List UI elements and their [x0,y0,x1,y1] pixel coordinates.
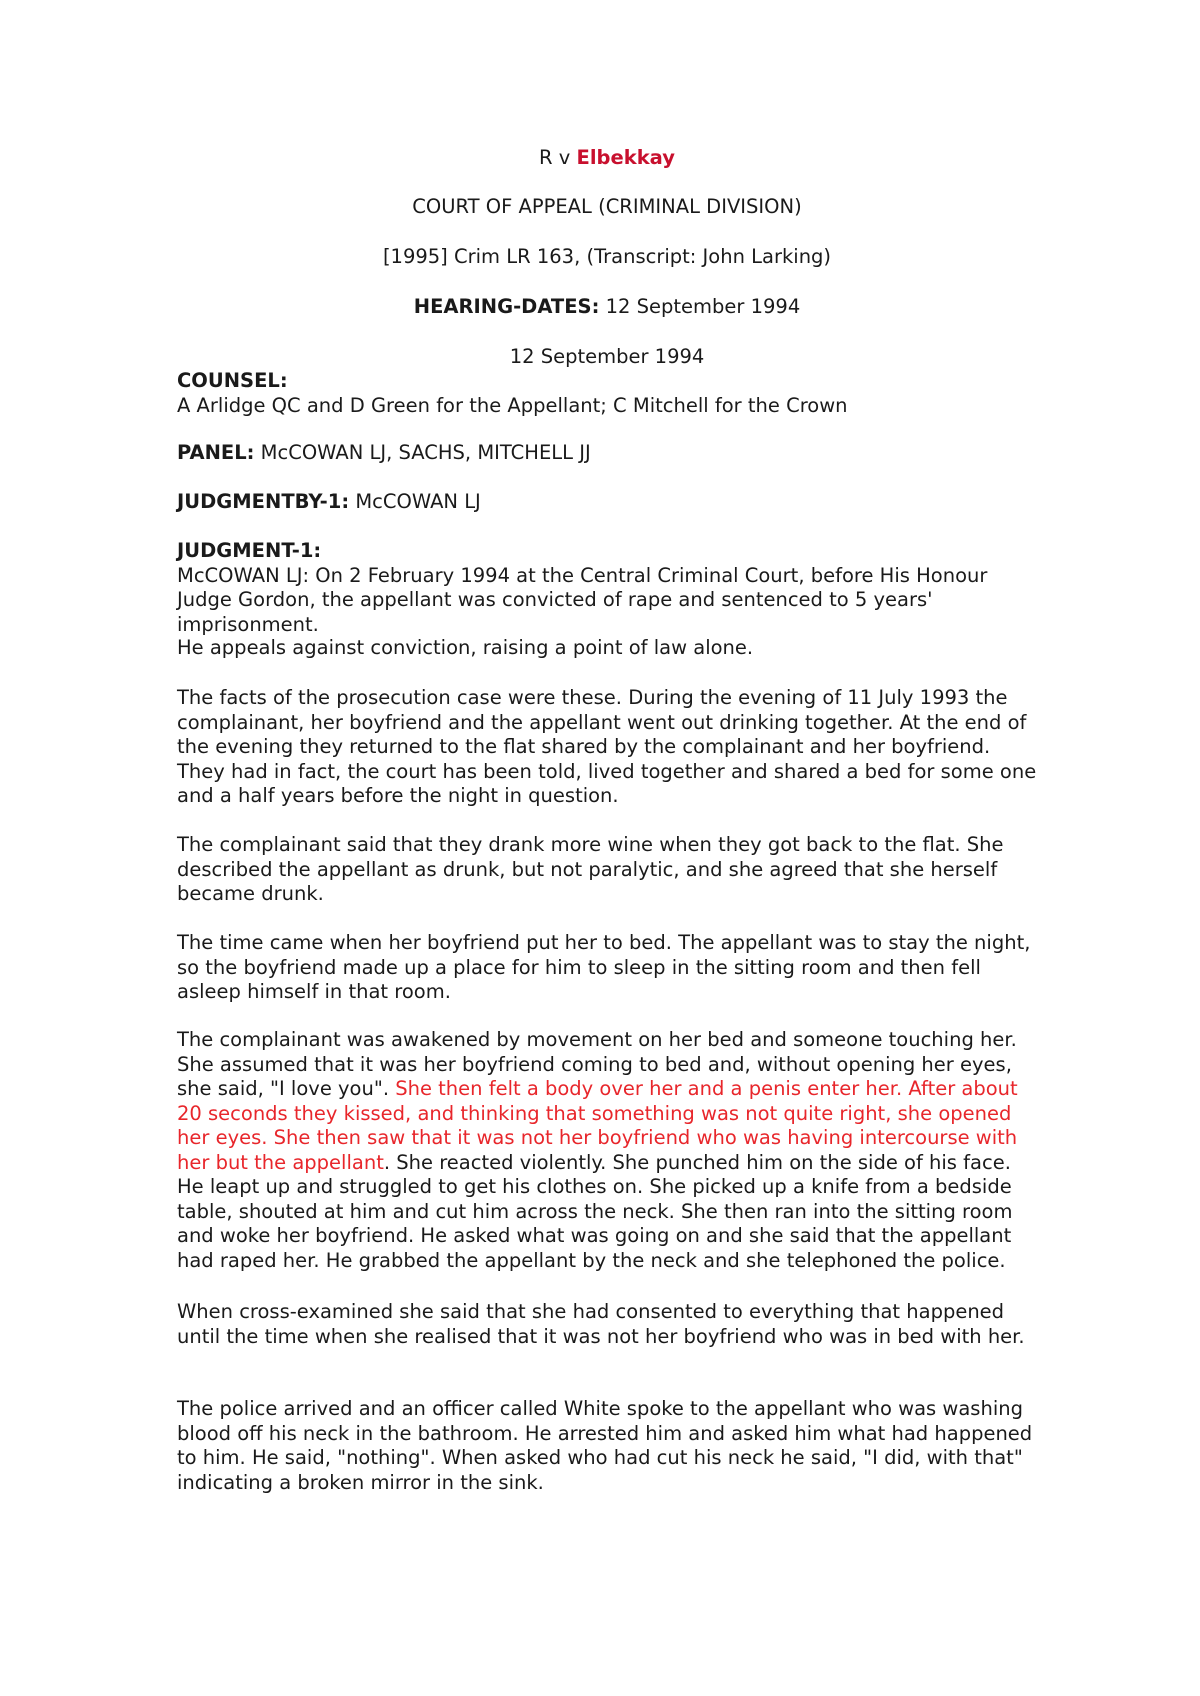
judgment-paragraph-1: McCOWAN LJ: On 2 February 1994 at the Central Criminal Court, before His Honour Judge Gordon, the appellant was convicted of rape and sentenced to 5 years' imprisonment. [177,563,988,636]
judgment-date: 12 September 1994 [509,345,705,368]
judgment-paragraph-4: The complainant said that they drank more wine when they got back to the flat. She described the appellant as drunk, but not paralytic, and she agreed that she herself became drunk. [177,833,1004,905]
hearing-dates [177,295,1037,320]
case-title [177,146,1037,171]
counsel-label: COUNSEL: [177,369,288,392]
judgmentby-text: McCOWAN LJ [349,490,481,513]
judgment-paragraph-6 [177,1028,1037,1273]
title-prefix: R v [539,146,577,169]
paragraph-6-start: The complainant was awakened by movement on her bed and someone touching her. She assumed that it was her boyfriend coming to bed and, without opening her eyes, she said, "I love you". [177,1028,1017,1100]
judgment-paragraph-2: He appeals against conviction, raising a point of law alone. [177,636,754,659]
hearing-dates-value: 12 September 1994 [599,295,801,318]
judgment-paragraph-7: When cross-examined she said that she had consented to everything that happened until the time when she realised that it was not her boyfriend who was in bed with her. [177,1300,1025,1348]
highlighted-passage: She then felt a body over her and a penis enter her. After about 20 seconds they kissed, and thinking that something was not quite right, she opened her eyes. She then saw that it was not her boyfriend who was having intercourse with her but the appellant [177,1077,1018,1174]
panel-section [177,441,1037,466]
judgment-paragraph-5: The time came when her boyfriend put her to bed. The appellant was to stay the night, so the boyfriend made up a place for him to sleep in the sitting room and then fell asleep himself in that room. [177,931,1031,1003]
counsel-text: A Arlidge QC and D Green for the Appellant; C Mitchell for the Crown [177,393,848,417]
citation: [1995] Crim LR 163, (Transcript: John Larking) [382,245,832,268]
judgmentby-section [177,490,1037,515]
judgment-paragraph-8: The police arrived and an officer called White spoke to the appellant who was washing blood off his neck in the bathroom. He arrested him and asked him what had happened to him. He said, "nothing". When asked who had cut his neck he said, "I did, with that" indicating a broken mirror in the sink. [177,1397,1033,1494]
judgment-section [177,539,1037,637]
judgment-paragraph-3: The facts of the prosecution case were these. During the evening of 11 July 1993 the complainant, her boyfriend and the appellant went out drinking together. At the end of the evening they returned to the flat shared by the complainant and her boyfriend. They had in fact, the court has been told, lived together and shared a bed for some one and a half years before the night in question. [177,686,1037,807]
counsel-section [177,369,1037,418]
paragraph-6-end: . She reacted violently. She punched him on the side of his face. He leapt up and struggled to get his clothes on. She picked up a knife from a bedside table, shouted at him and cut him across the neck. She then ran into the sitting room and woke her boyfriend. He asked what was going on and she said that the appellant had raped her. He grabbed the appellant by the neck and she telephoned the police. [177,1150,1013,1272]
panel-label: PANEL: [177,441,255,464]
court-name: COURT OF APPEAL (CRIMINAL DIVISION) [412,195,802,218]
hearing-dates-label: HEARING-DATES: [413,295,600,318]
judgment-label: JUDGMENT-1: [177,539,322,562]
judgmentby-label: JUDGMENTBY-1: [177,490,350,513]
case-party-name: Elbekkay [576,146,675,169]
panel-text: McCOWAN LJ, SACHS, MITCHELL JJ [254,441,591,464]
